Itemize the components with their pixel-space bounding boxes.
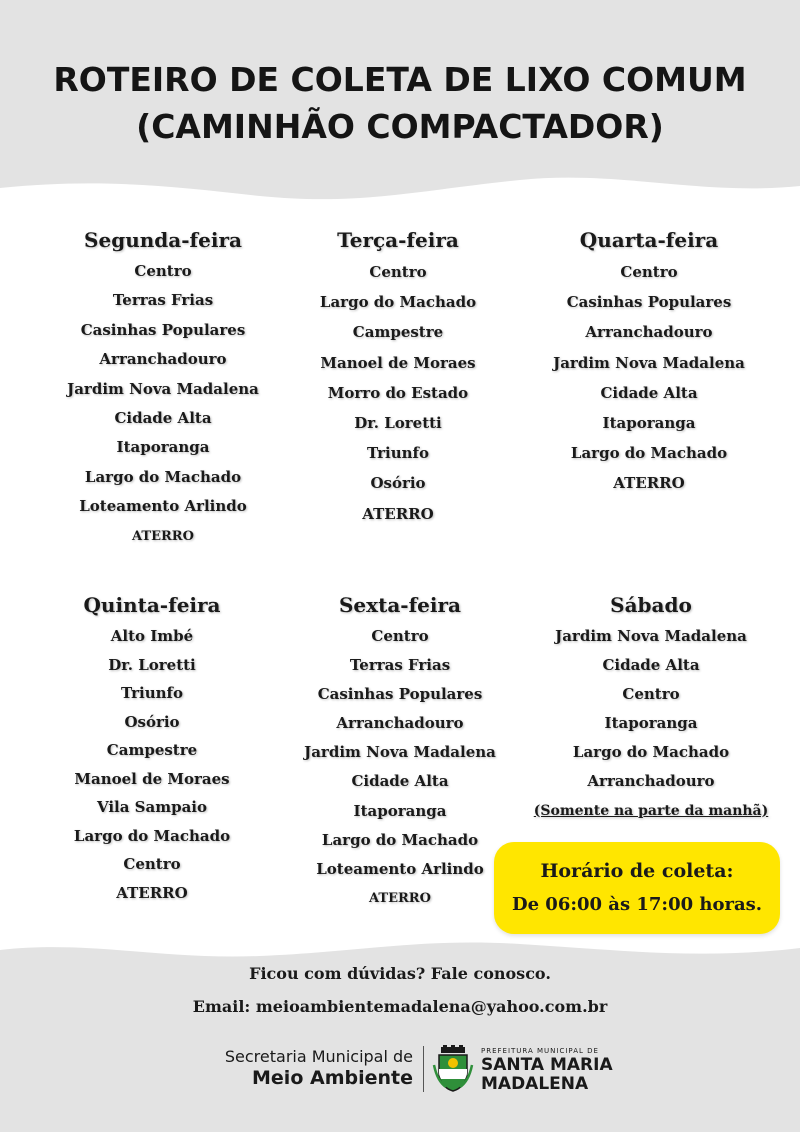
secretaria-line-2: Meio Ambiente: [252, 1067, 413, 1089]
area-item: Manoel de Moraes: [320, 353, 476, 372]
municipal-crest-icon: [432, 1045, 474, 1093]
area-item: Alto Imbé: [110, 627, 194, 645]
area-item: Campestre: [106, 741, 198, 759]
schedule-thursday: [22, 592, 282, 907]
area-item: Cidade Alta: [600, 383, 698, 402]
area-item: Manoel de Moraes: [74, 769, 230, 788]
area-item: Jardim Nova Madalena: [67, 379, 259, 398]
area-item: Vila Sampaio: [96, 798, 208, 816]
title-line-2: (CAMINHÃO COMPACTADOR): [136, 107, 664, 146]
secretaria-logo-text: [225, 1047, 413, 1089]
schedule-monday: [33, 227, 293, 551]
area-item: Terras Frias: [349, 656, 451, 675]
area-item: ATERRO: [116, 883, 188, 902]
day-heading: Sábado: [610, 593, 692, 617]
area-item: Morro do Estado: [327, 383, 469, 402]
area-item: Cidade Alta: [351, 772, 449, 791]
contact-question: Ficou com dúvidas? Fale conosco.: [249, 964, 551, 983]
area-item: ATERRO: [369, 890, 431, 906]
area-item: Itaporanga: [353, 801, 447, 820]
area-item: Casinhas Populares: [317, 685, 483, 704]
area-item: ATERRO: [132, 528, 194, 544]
area-item: Itaporanga: [116, 438, 210, 457]
area-item: Jardim Nova Madalena: [555, 627, 747, 645]
secretaria-line-1: Secretaria Municipal de: [224, 1047, 413, 1066]
area-item: Arranchadouro: [99, 350, 227, 369]
hours-label: Horário de coleta:: [540, 860, 734, 882]
area-item: ATERRO: [362, 504, 434, 523]
city-name-line-1: SANTA MARIA: [481, 1055, 613, 1075]
schedule-wednesday: [519, 227, 779, 499]
area-item: Itaporanga: [604, 714, 698, 733]
prefeitura-logo-text: [481, 1047, 613, 1094]
schedule-saturday: [521, 592, 781, 826]
area-item: Centro: [620, 263, 678, 281]
day-heading: Quinta-feira: [83, 593, 221, 617]
area-item: Campestre: [352, 323, 444, 342]
day-heading: Quarta-feira: [579, 228, 719, 252]
footer-divider: [423, 1046, 424, 1092]
area-item: Centro: [371, 627, 429, 645]
area-item: Jardim Nova Madalena: [304, 743, 496, 762]
area-item: Largo do Machado: [570, 444, 728, 463]
schedule-tuesday: [268, 227, 528, 529]
area-item: Triunfo: [121, 684, 183, 702]
day-heading: Segunda-feira: [84, 228, 242, 252]
title-line-1: ROTEIRO DE COLETA DE LIXO COMUM: [53, 60, 747, 99]
area-item: Dr. Loretti: [108, 655, 196, 674]
area-item: Centro: [369, 263, 427, 281]
area-item: Largo do Machado: [84, 467, 242, 486]
contact-email: Email: meioambientemadalena@yahoo.com.br: [192, 997, 608, 1016]
area-item: Casinhas Populares: [566, 293, 732, 312]
area-item: Arranchadouro: [336, 714, 464, 733]
collection-hours-badge: [494, 842, 780, 934]
area-item: Centro: [123, 855, 181, 873]
area-item: Casinhas Populares: [80, 320, 246, 339]
area-item: Terras Frias: [112, 291, 214, 310]
area-item: Centro: [622, 685, 680, 704]
city-name-line-2: MADALENA: [481, 1074, 589, 1094]
day-heading: Sexta-feira: [338, 593, 461, 617]
schedule-friday: [270, 592, 530, 913]
area-item: ATERRO: [613, 474, 685, 493]
day-heading: Terça-feira: [337, 228, 459, 252]
hours-value: De 06:00 às 17:00 horas.: [511, 894, 763, 915]
area-item: Centro: [134, 262, 192, 280]
area-item: Largo do Machado: [572, 743, 730, 762]
area-item: Osório: [370, 474, 426, 493]
area-item: Largo do Machado: [73, 826, 231, 845]
area-item: Largo do Machado: [321, 830, 479, 849]
area-item: Itaporanga: [602, 414, 696, 433]
page-title: [0, 56, 800, 150]
area-item: Triunfo: [367, 444, 429, 463]
area-item: Arranchadouro: [585, 323, 713, 342]
area-item: Arranchadouro: [587, 772, 715, 791]
saturday-note: (Somente na parte da manhã): [533, 802, 769, 819]
area-item: Osório: [124, 712, 180, 731]
area-item: Loteamento Arlindo: [79, 497, 247, 516]
area-item: Dr. Loretti: [354, 414, 442, 433]
area-item: Jardim Nova Madalena: [553, 353, 745, 372]
prefeitura-label: PREFEITURA MUNICIPAL DE: [481, 1047, 599, 1055]
area-item: Cidade Alta: [602, 656, 700, 675]
area-item: Cidade Alta: [114, 409, 212, 428]
area-item: Largo do Machado: [319, 293, 477, 312]
area-item: Loteamento Arlindo: [316, 859, 484, 878]
